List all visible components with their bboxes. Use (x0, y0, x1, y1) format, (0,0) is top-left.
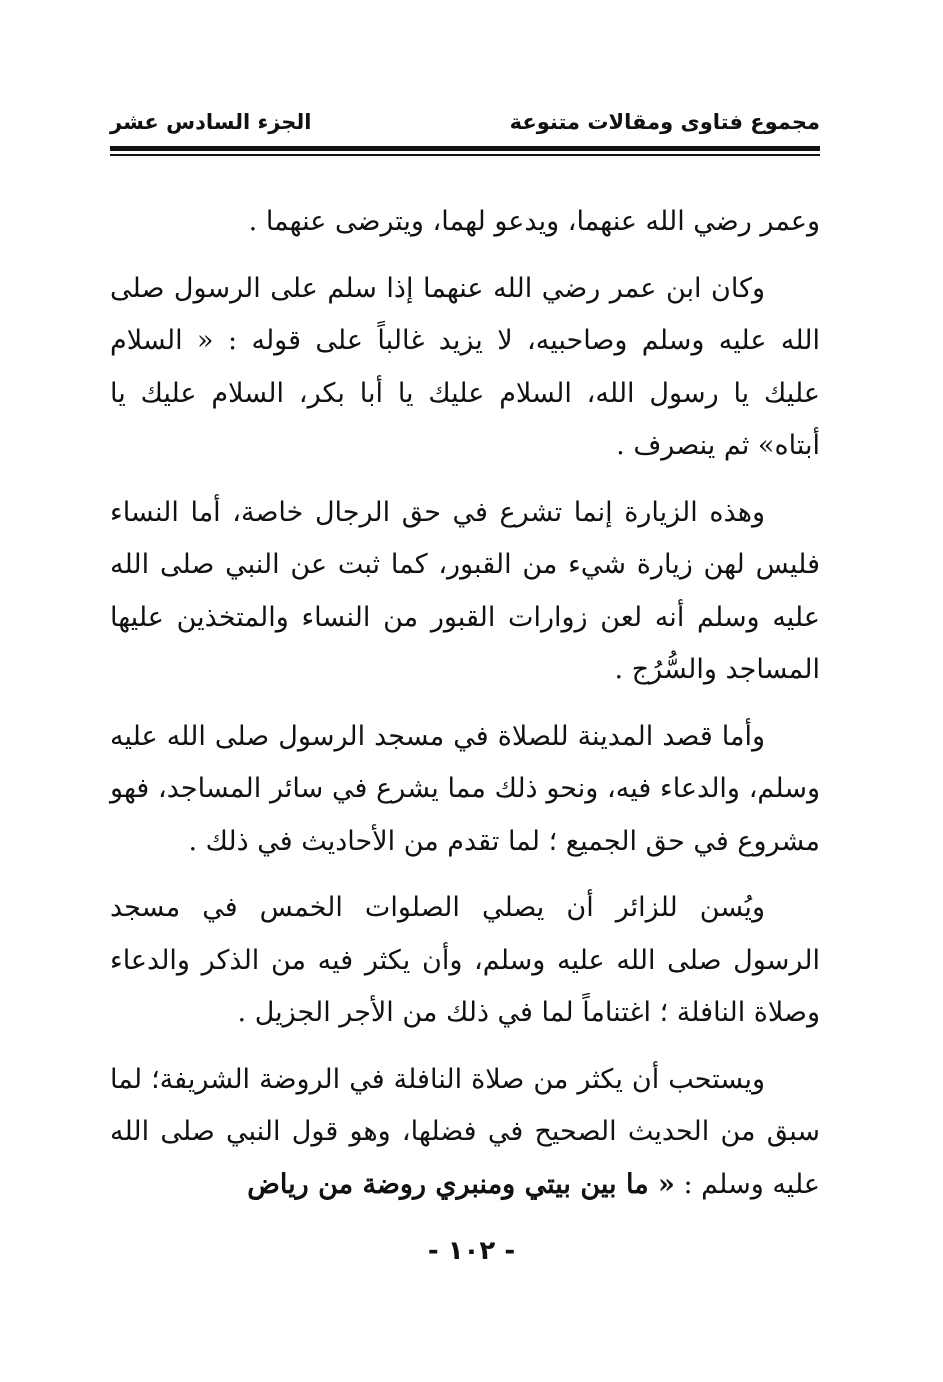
hadith-quote: « ما بين بيتي ومنبري روضة من رياض (247, 1168, 675, 1200)
paragraph: وهذه الزيارة إنما تشرع في حق الرجال خاصة، أما النساء فليس لهن زيارة شيء من القبور، كما ثبت عن النبي صلى الله عليه وسلم أنه لعن زوارات القبور من النساء والمتخذين عليها المساجد والسُّرُج . (110, 496, 820, 685)
page-number: - ١٠٢ - (427, 1236, 516, 1266)
page-body (110, 196, 820, 1225)
paragraph: ويُسن للزائر أن يصلي الصلوات الخمس في مسجد الرسول صلى الله عليه وسلم، وأن يكثر فيه من الذكر والدعاء وصلاة النافلة ؛ اغتناماً لما في ذلك من الأجر الجزيل . (110, 892, 820, 1028)
header-rule-thick (110, 146, 820, 151)
header-rule-thin (110, 154, 820, 156)
paragraph-last (110, 1054, 820, 1212)
book-title: مجموع فتاوى ومقالات متنوعة (509, 110, 820, 134)
paragraph: وعمر رضي الله عنهما، ويدعو لهما، ويترضى عنهما . (248, 206, 820, 237)
paragraph: وكان ابن عمر رضي الله عنهما إذا سلم على الرسول صلى الله عليه وسلم وصاحبيه، لا يزيد غالباً على قوله : « السلام عليك يا رسول الله، السلام عليك يا أبا بكر، السلام عليك يا أبتاه» ثم ينصرف . (110, 272, 820, 461)
volume-label: الجزء السادس عشر (110, 110, 312, 134)
paragraph: وأما قصد المدينة للصلاة في مسجد الرسول صلى الله عليه وسلم، والدعاء فيه، ونحو ذلك مما يشرع في سائر المساجد، فهو مشروع في حق الجميع ؛ لما تقدم من الأحاديث في ذلك . (110, 720, 820, 857)
running-header (110, 108, 820, 142)
paragraph-text: ويستحب أن يكثر من صلاة النافلة في الروضة الشريفة؛ لما سبق من الحديث الصحيح في فضلها، وهو قول النبي صلى الله عليه وسلم : (110, 1063, 820, 1200)
